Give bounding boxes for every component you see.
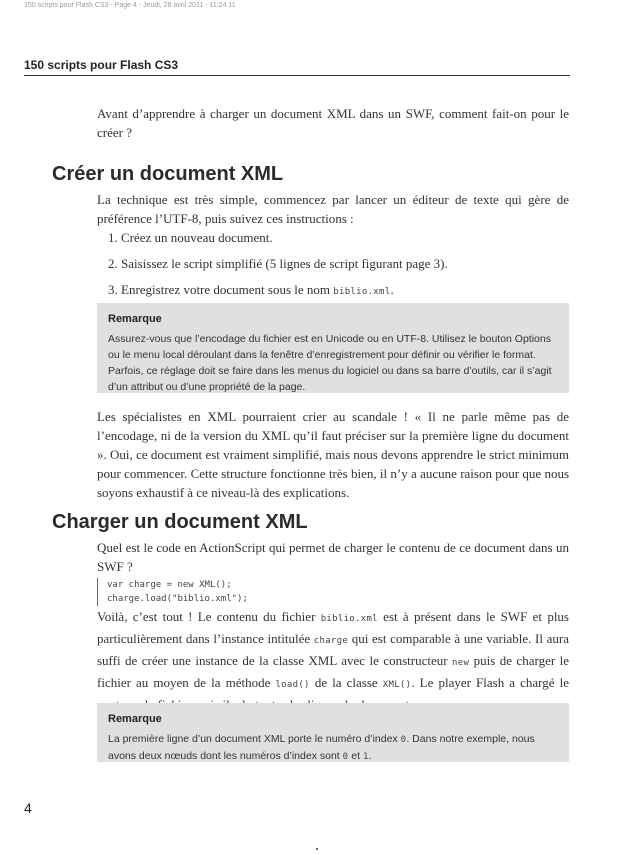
note-code-1: 1 — [362, 752, 369, 762]
section-heading-create: Créer un document XML — [52, 163, 284, 185]
result-text-e: de la classe — [309, 675, 383, 690]
inline-code-xml: XML() — [382, 680, 412, 690]
list-item — [121, 228, 569, 247]
inline-code-new: new — [452, 658, 470, 668]
result-text-c: qui est comparable à une variable. Il aura suffi de créer une instance de la classe XML avec le constructeur — [97, 631, 569, 668]
note-text-a: La première ligne d’un document XML porte le numéro d’index — [108, 733, 401, 745]
result-paragraph — [97, 607, 569, 714]
list-item — [121, 254, 569, 273]
note-text: Assurez-vous que l’encodage du fichier est en Unicode ou en UTF-8. Utilisez le bouton Options ou le menu local déroulant dans la fenêtre d’enregistrement pour définir ou vérifier le format. Parfois, ce réglage doit se faire dans les menus du logiciel ou dans sa barre d’outils, car il s’agit d’un attribut ou d’une propriété de la page. — [108, 333, 552, 393]
note-text — [108, 731, 558, 765]
note-text-d: . — [368, 750, 372, 762]
step-3-text: Enregistrez votre document sous le nom — [121, 282, 334, 297]
result-text-d: puis de charger le fichier au moyen de la méthode — [97, 653, 569, 690]
page-dot — [316, 848, 318, 850]
specialists-paragraph: Les spécialistes en XML pourraient crier au scandale ! « Il ne parle même pas de l’encodage, ni de la version du XML qu’il faut préciser sur la première ligne du document ». Oui, ce document est vraiment simplifié, mais nous devons apprendre le strict minimum pour commencer. Cette structure fonctionne très bien, il n’y a aucune raison pour que nous soyons exhaustif à ce niveau-là des explications. — [97, 409, 569, 500]
code-line-2: charge.load("biblio.xml"); — [107, 594, 248, 604]
step-2-text: Saisissez le script simplifié (5 lignes de script figurant page 3). — [121, 256, 448, 271]
running-head: 150 scripts pour Flash CS3 — [24, 58, 570, 76]
note-title: Remarque — [108, 313, 162, 325]
note-box-index — [97, 703, 569, 762]
inline-code-biblio: biblio.xml — [320, 614, 378, 624]
step-3-end: . — [390, 282, 394, 297]
note-box-encoding — [97, 303, 569, 393]
result-text-f: . Le player Flash a chargé le — [411, 675, 569, 690]
step-3-code: biblio.xml — [333, 287, 391, 297]
steps-list — [97, 228, 569, 309]
note-text-b: . Dans notre exemple, nous avons deux nœuds dont les numéros d’index sont — [108, 733, 535, 762]
result-text-b: est à présent dans le SWF et plus particulièrement dans l’instance intitulée — [97, 609, 569, 646]
note-text-c: et — [348, 750, 363, 762]
page-number: 4 — [24, 800, 32, 816]
note-code-0: 0 — [400, 735, 407, 745]
intro-paragraph: Avant d’apprendre à charger un document XML dans un SWF, comment fait-on pour le créer ? — [97, 106, 569, 140]
note-title: Remarque — [108, 713, 162, 725]
inline-code-load: load() — [275, 680, 310, 690]
inline-code-charge: charge — [313, 636, 349, 646]
load-paragraph: Quel est le code en ActionScript qui permet de charger le contenu de ce document dans un SWF ? — [97, 540, 569, 574]
code-block — [97, 578, 248, 606]
result-text-a: Voilà, c’est tout ! Le contenu du fichier — [97, 609, 321, 624]
print-header-line: 150 scripts pour Flash CS3 - Page 4 - Jeudi, 28 avril 2011 - 11:24 11 — [24, 2, 236, 9]
step-1-text: Créez un nouveau document. — [121, 230, 273, 245]
note-code-0b: 0 — [342, 752, 349, 762]
code-line-1: var charge = new XML(); — [107, 580, 232, 590]
create-paragraph: La technique est très simple, commencez par lancer un éditeur de texte qui gère de préférence l’UTF-8, puis suivez ces instructions : — [97, 192, 569, 226]
section-heading-load: Charger un document XML — [52, 511, 308, 533]
list-item — [121, 280, 569, 302]
